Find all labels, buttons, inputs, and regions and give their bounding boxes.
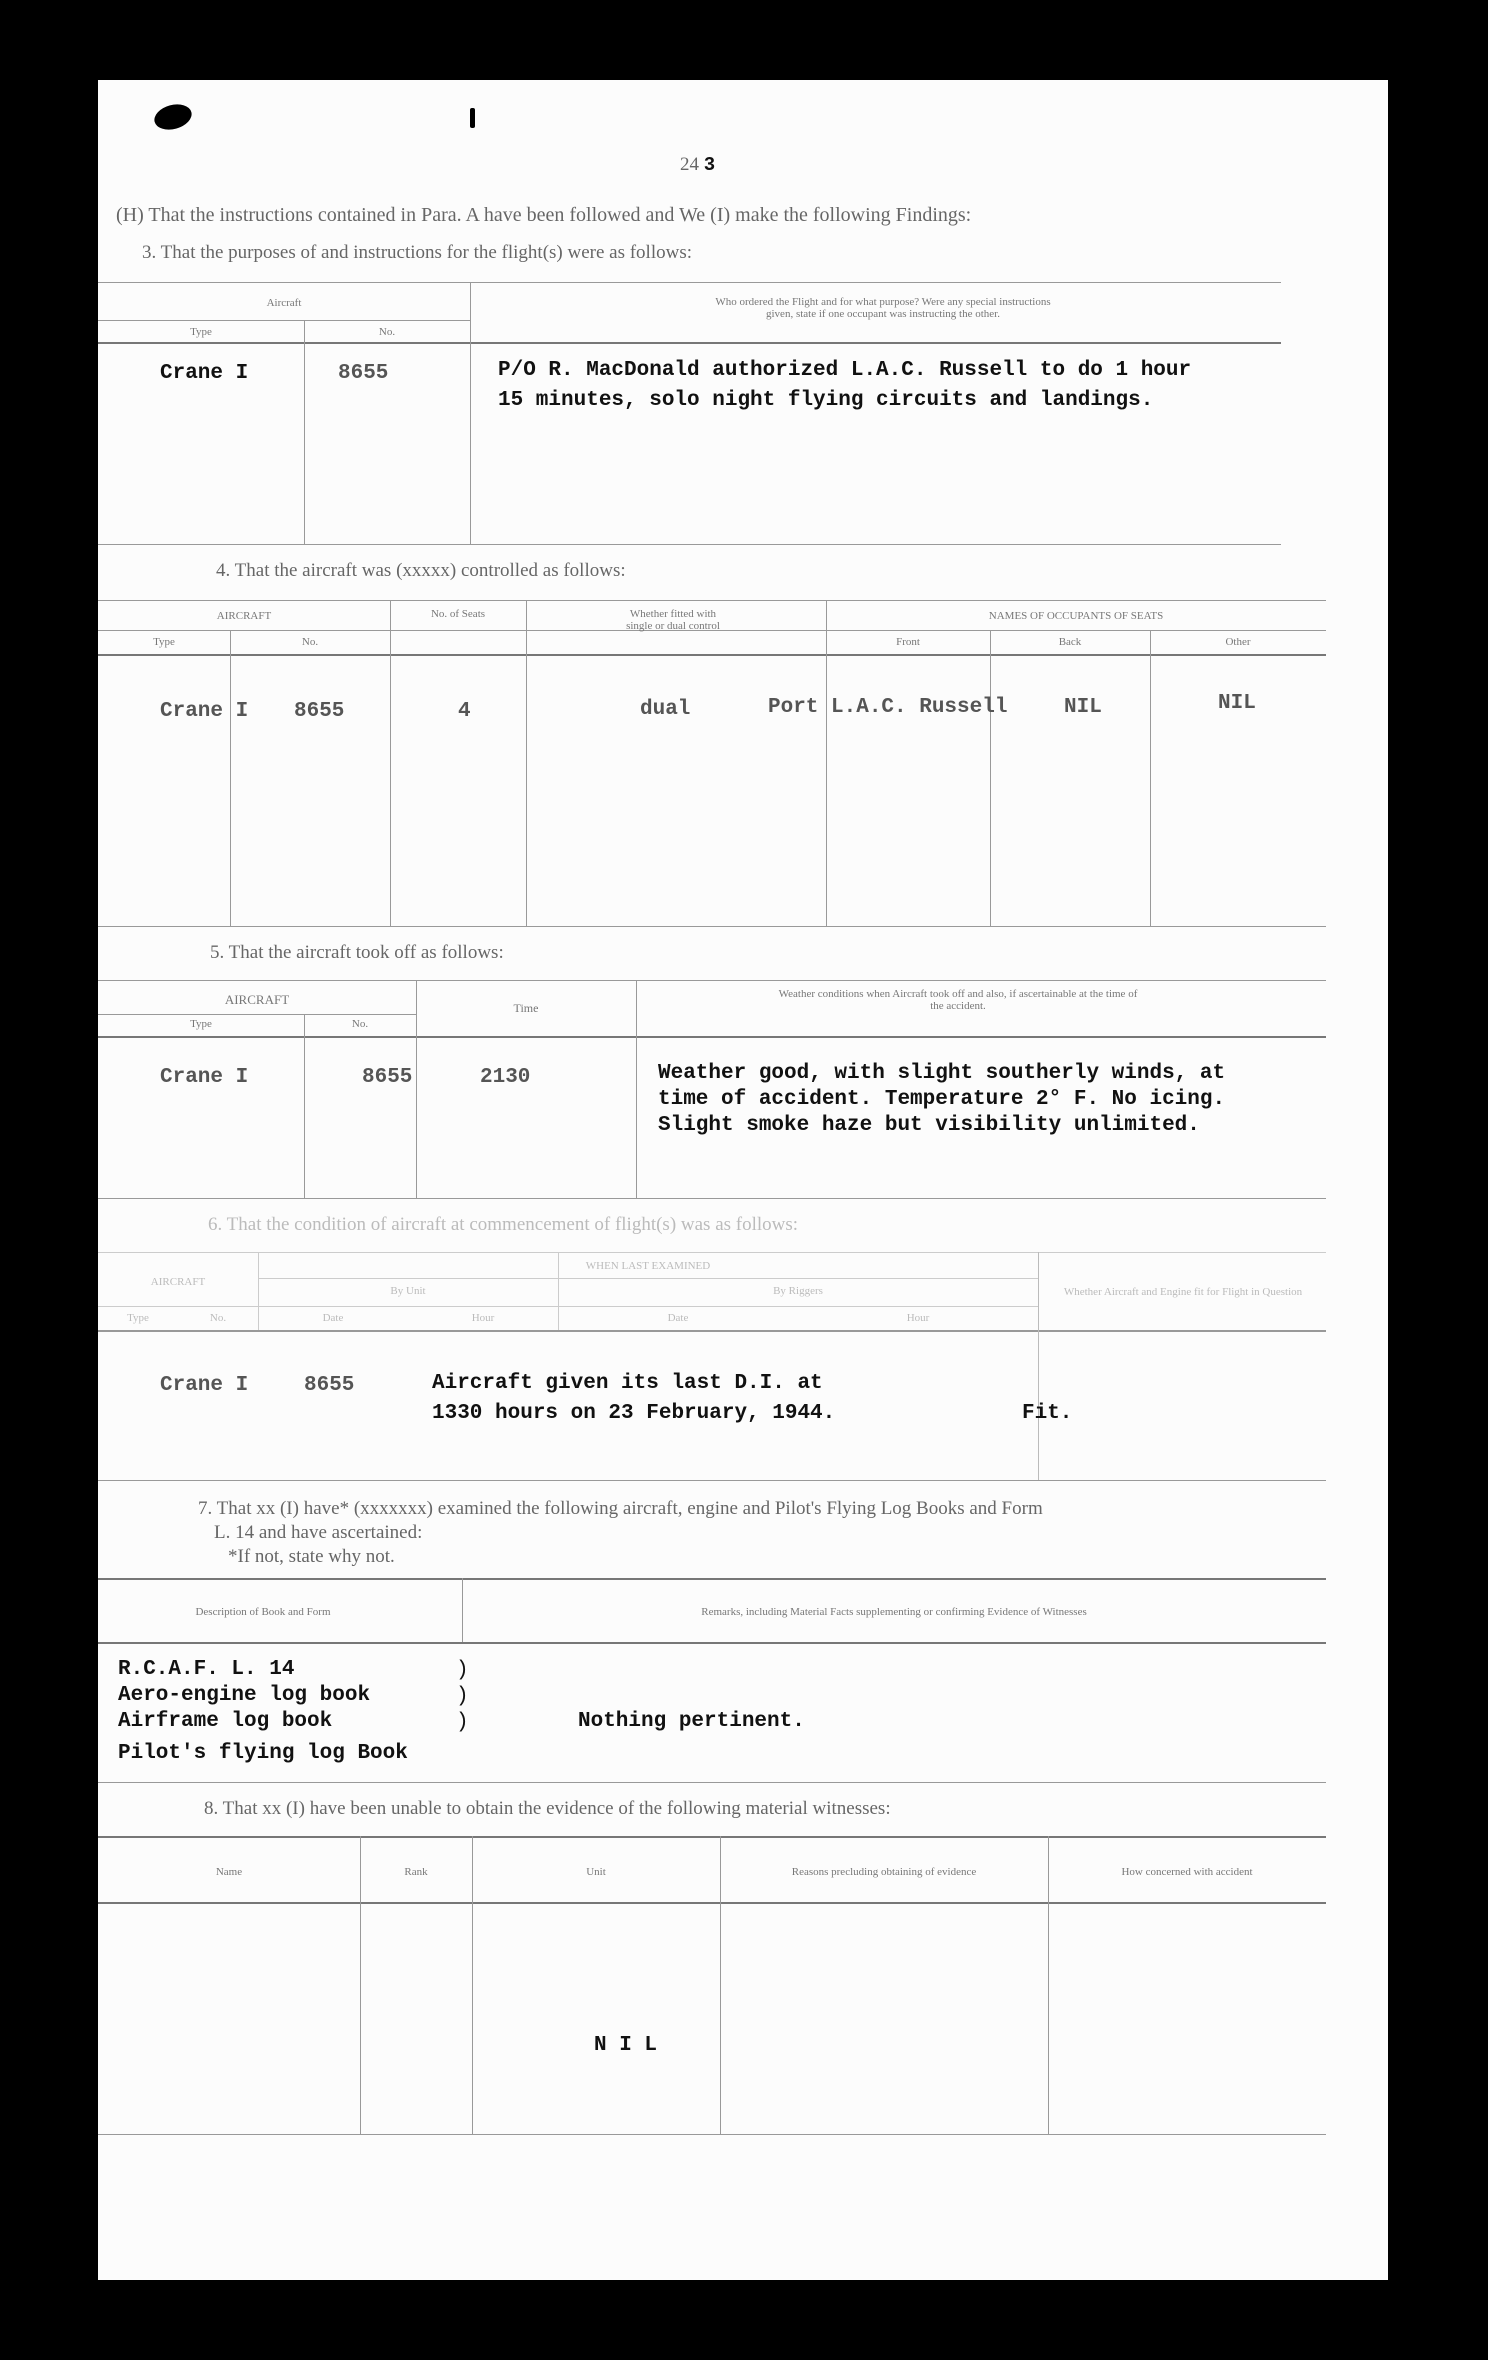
- s3-purpose-line-1: P/O R. MacDonald authorized L.A.C. Russell to do 1 hour: [498, 359, 1192, 382]
- s6-col-hour-1: Hour: [471, 1312, 495, 1324]
- section-4-title: 4. That the aircraft was (xxxxx) controlled as follows:: [216, 560, 626, 581]
- s7-book-1: R.C.A.F. L. 14: [118, 1658, 295, 1681]
- s5-col-no: No.: [351, 1018, 369, 1030]
- s8-col-rank: Rank: [404, 1866, 428, 1878]
- s6-top-rule: [98, 1252, 1326, 1253]
- s8-divider: [360, 1836, 361, 2134]
- s6-col-aircraft: AIRCRAFT: [150, 1276, 206, 1288]
- s7-book-3: Airframe log book: [118, 1710, 333, 1733]
- s8-top-rule: [98, 1836, 1326, 1838]
- document-page: [98, 80, 1388, 2280]
- s3-sub-rule: [98, 320, 470, 321]
- s4-divider: [990, 630, 991, 926]
- s3-bottom-rule: [98, 544, 1281, 545]
- s6-col-hour-2: Hour: [906, 1312, 930, 1324]
- s7-book-2: Aero-engine log book: [118, 1684, 371, 1707]
- s5-col-type: Type: [190, 1018, 212, 1030]
- s5-divider: [304, 1014, 305, 1198]
- section-7-title: 7. That xx (I) have* (xxxxxxx) examined the following aircraft, engine and Pilot's Flying Log Books and Form: [198, 1498, 1043, 1519]
- s6-exam-line-1: Aircraft given its last D.I. at: [432, 1372, 823, 1395]
- s7-bottom-rule: [98, 1782, 1326, 1783]
- s5-type: Crane I: [160, 1066, 249, 1089]
- s5-sub-rule: [98, 1014, 416, 1015]
- s7-remark: Nothing pertinent.: [578, 1710, 805, 1733]
- s4-divider: [526, 600, 527, 926]
- s8-col-unit: Unit: [586, 1866, 606, 1878]
- s8-bottom-rule: [98, 2134, 1326, 2135]
- s3-col-aircraft: Aircraft: [266, 297, 302, 309]
- s4-col-names: NAMES OF OCCUPANTS OF SEATS: [988, 610, 1164, 622]
- section-6-title: 6. That the condition of aircraft at commencement of flight(s) was as follows:: [208, 1214, 799, 1235]
- s4-divider: [1150, 630, 1151, 926]
- s6-exam-line-2: 1330 hours on 23 February, 1944.: [432, 1402, 836, 1425]
- section-7-note: *If not, state why not.: [228, 1546, 395, 1567]
- page-number: 24 3: [680, 154, 716, 176]
- s4-divider: [390, 600, 391, 926]
- s3-head-rule: [98, 342, 1281, 344]
- s7-book-4: Pilot's flying log Book: [118, 1742, 408, 1765]
- s6-sub-rule: [258, 1278, 1038, 1279]
- s7-top-rule: [98, 1578, 1326, 1580]
- s6-col-by-riggers: By Riggers: [773, 1285, 823, 1297]
- s5-head-rule: [98, 1036, 1326, 1038]
- s6-no: 8655: [304, 1374, 355, 1397]
- s3-col-no: No.: [378, 326, 396, 338]
- s6-sub-rule-2: [98, 1306, 1038, 1307]
- s8-divider: [1048, 1836, 1049, 2134]
- s3-no: 8655: [338, 362, 389, 385]
- s5-col-aircraft: AIRCRAFT: [224, 992, 290, 1007]
- s8-value: N I L: [594, 2034, 658, 2057]
- s6-col-type: Type: [127, 1312, 149, 1324]
- s4-head-rule: [98, 654, 1326, 656]
- s4-divider: [230, 630, 231, 926]
- ink-blot: [152, 100, 195, 133]
- s3-top-rule: [98, 282, 1281, 283]
- s8-divider: [472, 1836, 473, 2134]
- s3-divider: [470, 282, 471, 544]
- s5-col-time: Time: [513, 1001, 539, 1015]
- s6-col-no: No.: [209, 1312, 227, 1324]
- s3-col-who: Who ordered the Flight and for what purpose? Were any special instructions given, state if one occupant was instructing the other.: [715, 296, 1051, 320]
- s4-control: dual: [640, 698, 691, 721]
- s6-col-date-1: Date: [322, 1312, 344, 1324]
- section-3-title: 3. That the purposes of and instructions for the flight(s) were as follows:: [142, 242, 693, 263]
- s4-col-no: No.: [301, 636, 319, 648]
- s5-weather-line-3: Slight smoke haze but visibility unlimited.: [658, 1114, 1200, 1137]
- s6-divider: [1038, 1252, 1039, 1480]
- s6-col-whether: Whether Aircraft and Engine fit for Flight in Question: [1063, 1286, 1303, 1298]
- section-8-title: 8. That xx (I) have been unable to obtain the evidence of the following material witnesses:: [204, 1798, 891, 1819]
- s3-purpose-line-2: 15 minutes, solo night flying circuits and landings.: [498, 389, 1154, 412]
- s6-col-by-unit: By Unit: [390, 1285, 426, 1297]
- s7-col-desc: Description of Book and Form: [195, 1606, 331, 1618]
- s8-head-rule: [98, 1902, 1326, 1904]
- s6-col-date-2: Date: [667, 1312, 689, 1324]
- s5-weather-line-2: time of accident. Temperature 2° F. No icing.: [658, 1088, 1226, 1111]
- s4-col-whether: Whether fitted with single or dual control: [626, 608, 720, 632]
- s3-col-type: Type: [190, 326, 212, 338]
- s4-top-rule: [98, 600, 1326, 601]
- s6-bottom-rule: [98, 1480, 1326, 1481]
- s8-col-name: Name: [215, 1866, 243, 1878]
- findings-intro: (H) That the instructions contained in Para. A have been followed and We (I) make the following Findings:: [116, 204, 972, 226]
- s4-bottom-rule: [98, 926, 1326, 927]
- section-7-title-2: L. 14 and have ascertained:: [214, 1522, 423, 1543]
- s4-no: 8655: [294, 700, 345, 723]
- s5-weather-line-1: Weather good, with slight southerly winds, at: [658, 1062, 1226, 1085]
- s7-col-remarks: Remarks, including Material Facts supplementing or confirming Evidence of Witnesses: [701, 1606, 1087, 1618]
- s4-col-back: Back: [1058, 636, 1082, 648]
- s8-divider: [720, 1836, 721, 2134]
- s5-top-rule: [98, 980, 1326, 981]
- s5-time: 2130: [480, 1066, 531, 1089]
- s4-back: NIL: [1064, 696, 1102, 719]
- s5-divider: [636, 980, 637, 1198]
- s4-other: NIL: [1218, 692, 1256, 715]
- ink-mark: [470, 108, 475, 128]
- s4-col-aircraft: AIRCRAFT: [216, 610, 272, 622]
- s4-seats: 4: [458, 700, 471, 723]
- s4-col-type: Type: [153, 636, 175, 648]
- s3-divider: [304, 320, 305, 544]
- s8-col-how: How concerned with accident: [1121, 1866, 1253, 1878]
- s4-type: Crane I: [160, 700, 249, 723]
- section-5-title: 5. That the aircraft took off as follows:: [210, 942, 504, 963]
- s4-col-front: Front: [896, 636, 920, 648]
- s4-col-seats: No. of Seats: [430, 608, 486, 620]
- s3-type: Crane I: [160, 362, 249, 385]
- s8-col-reasons: Reasons precluding obtaining of evidence: [791, 1866, 977, 1878]
- s5-no: 8655: [362, 1066, 413, 1089]
- s7-brace: ) ) ): [456, 1659, 469, 1734]
- s6-fit: Fit.: [1022, 1402, 1073, 1425]
- s7-head-rule: [98, 1642, 1326, 1644]
- s4-divider: [826, 600, 827, 926]
- s6-head-rule: [98, 1330, 1326, 1332]
- s6-type: Crane I: [160, 1374, 249, 1397]
- s4-col-other: Other: [1225, 636, 1251, 648]
- s6-col-when: WHEN LAST EXAMINED: [585, 1260, 711, 1272]
- s4-front: Port L.A.C. Russell: [768, 696, 1008, 719]
- s5-bottom-rule: [98, 1198, 1326, 1199]
- s5-col-weather: Weather conditions when Aircraft took off and also, if ascertainable at the time of the accident.: [778, 988, 1138, 1012]
